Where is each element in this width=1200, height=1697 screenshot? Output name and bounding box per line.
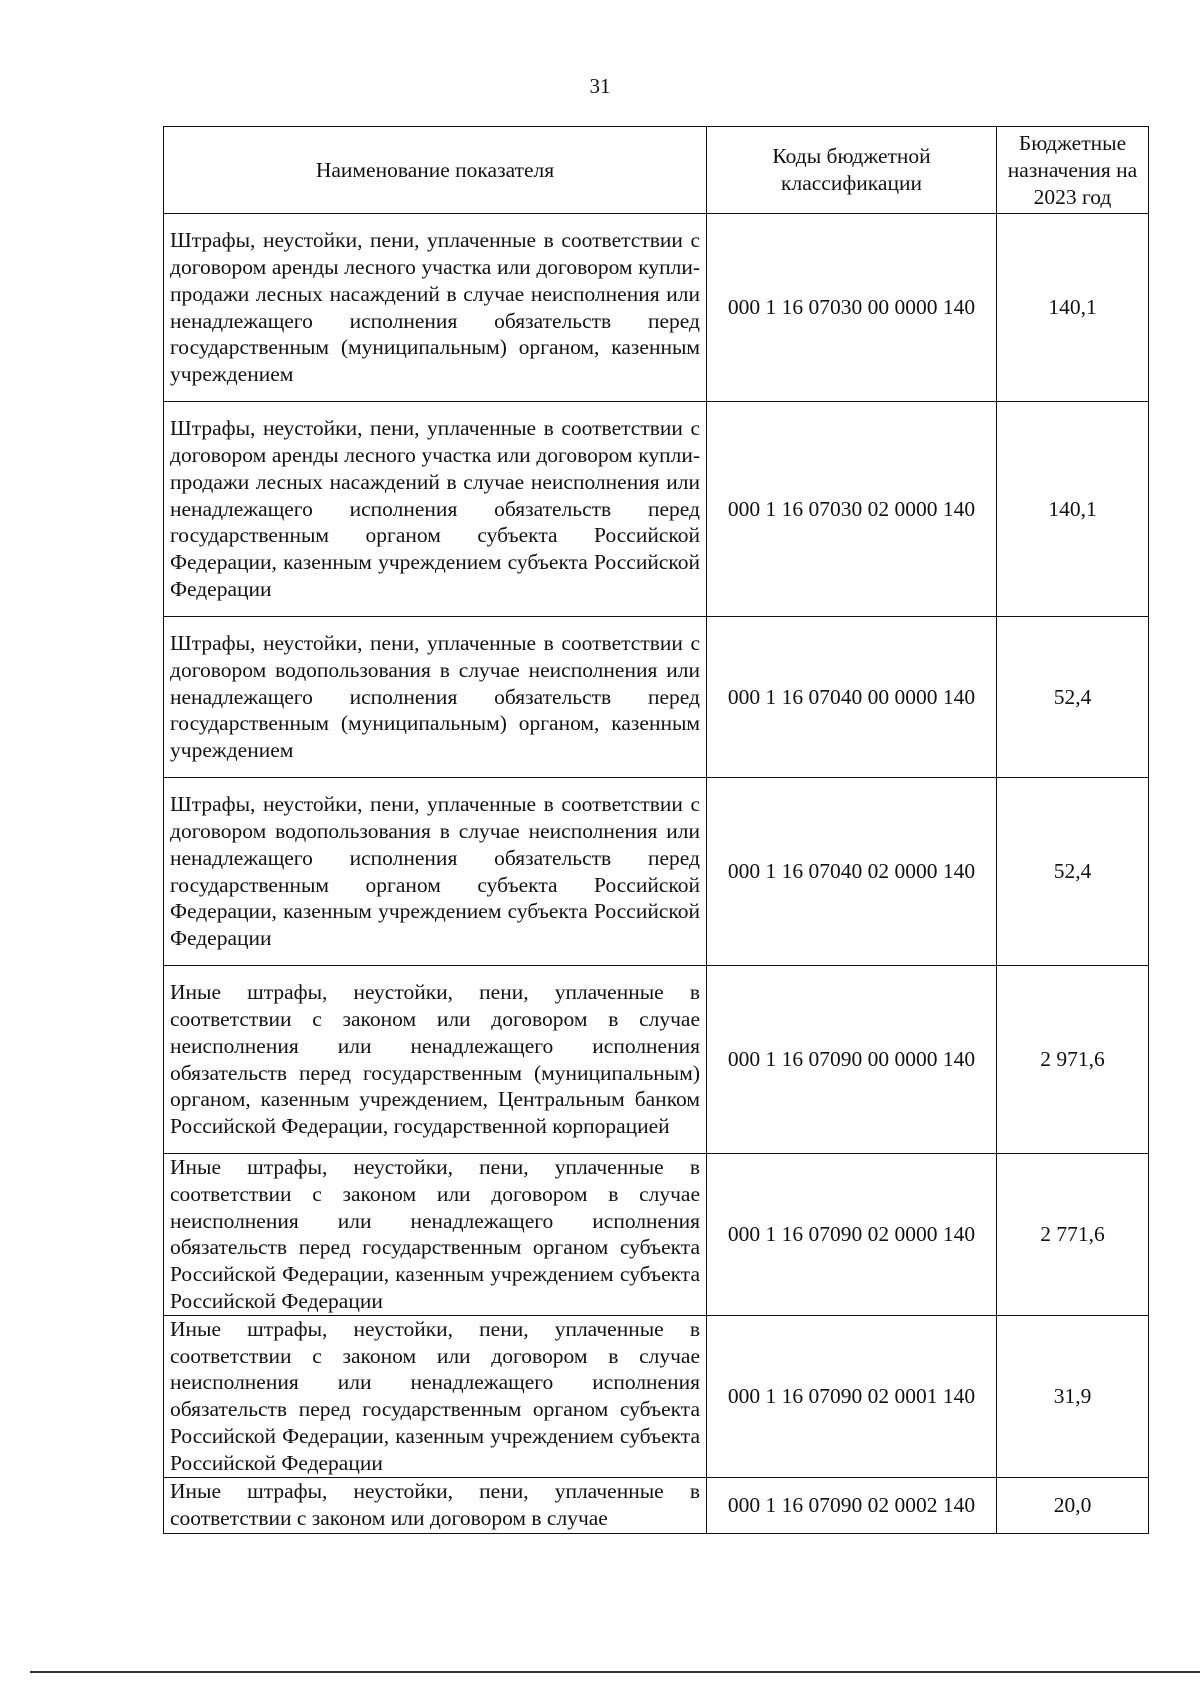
row-code: 000 1 16 07040 00 0000 140: [707, 617, 997, 778]
page-number: 31: [589, 74, 611, 98]
row-name: Штрафы, неустойки, пени, уплаченные в соответствии с договором водопользования в случае неисполнения или ненадлежащего исполнения обязательств перед государственным органом субъекта Российской Федерации, казенным учреждением субъекта Российской Федерации: [164, 778, 707, 966]
row-amount: 140,1: [997, 402, 1149, 617]
row-code: 000 1 16 07090 02 0002 140: [707, 1477, 997, 1533]
table-row: [164, 778, 1149, 966]
page-bottom-rule: [30, 1671, 1200, 1673]
row-amount: 2 771,6: [997, 1154, 1149, 1316]
row-amount: 140,1: [997, 214, 1149, 402]
header-amount: Бюджетные назначения на 2023 год: [997, 127, 1149, 214]
table-row: [164, 1477, 1149, 1533]
budget-table: [163, 126, 1149, 1534]
header-name: Наименование показателя: [164, 127, 707, 214]
row-name: Иные штрафы, неустойки, пени, уплаченные в соответствии с законом или договором в случае: [164, 1477, 707, 1533]
table-row: [164, 1315, 1149, 1477]
table-row: [164, 214, 1149, 402]
row-code: 000 1 16 07090 02 0000 140: [707, 1154, 997, 1316]
row-name: Штрафы, неустойки, пени, уплаченные в соответствии с договором аренды лесного участка или договором купли-продажи лесных насаждений в случае неисполнения или ненадлежащего исполнения обязательств перед государственным органом субъекта Российской Федерации, казенным учреждением субъекта Российской Федерации: [164, 402, 707, 617]
table-row: [164, 966, 1149, 1154]
row-code: 000 1 16 07030 02 0000 140: [707, 402, 997, 617]
header-code: Коды бюджетной классификации: [707, 127, 997, 214]
table-row: [164, 617, 1149, 778]
table-header-row: [164, 127, 1149, 214]
row-code: 000 1 16 07090 02 0001 140: [707, 1315, 997, 1477]
row-amount: 52,4: [997, 617, 1149, 778]
row-code: 000 1 16 07090 00 0000 140: [707, 966, 997, 1154]
row-amount: 20,0: [997, 1477, 1149, 1533]
row-amount: 52,4: [997, 778, 1149, 966]
row-name: Штрафы, неустойки, пени, уплаченные в соответствии с договором аренды лесного участка или договором купли-продажи лесных насаждений в случае неисполнения или ненадлежащего исполнения обязательств перед государственным (муниципальным) органом, казенным учреждением: [164, 214, 707, 402]
row-name: Иные штрафы, неустойки, пени, уплаченные в соответствии с законом или договором в случае неисполнения или ненадлежащего исполнения обязательств перед государственным органом субъекта Российской Федерации, казенным учреждением субъекта Российской Федерации: [164, 1315, 707, 1477]
row-name: Иные штрафы, неустойки, пени, уплаченные в соответствии с законом или договором в случае неисполнения или ненадлежащего исполнения обязательств перед государственным органом субъекта Российской Федерации, казенным учреждением субъекта Российской Федерации: [164, 1154, 707, 1316]
table-row: [164, 1154, 1149, 1316]
row-amount: 2 971,6: [997, 966, 1149, 1154]
table-row: [164, 402, 1149, 617]
row-code: 000 1 16 07030 00 0000 140: [707, 214, 997, 402]
row-code: 000 1 16 07040 02 0000 140: [707, 778, 997, 966]
row-name: Штрафы, неустойки, пени, уплаченные в соответствии с договором водопользования в случае неисполнения или ненадлежащего исполнения обязательств перед государственным (муниципальным) органом, казенным учреждением: [164, 617, 707, 778]
row-amount: 31,9: [997, 1315, 1149, 1477]
row-name: Иные штрафы, неустойки, пени, уплаченные в соответствии с законом или договором в случае неисполнения или ненадлежащего исполнения обязательств перед государственным (муниципальным) органом, казенным учреждением, Центральным банком Российской Федерации, государственной корпорацией: [164, 966, 707, 1154]
